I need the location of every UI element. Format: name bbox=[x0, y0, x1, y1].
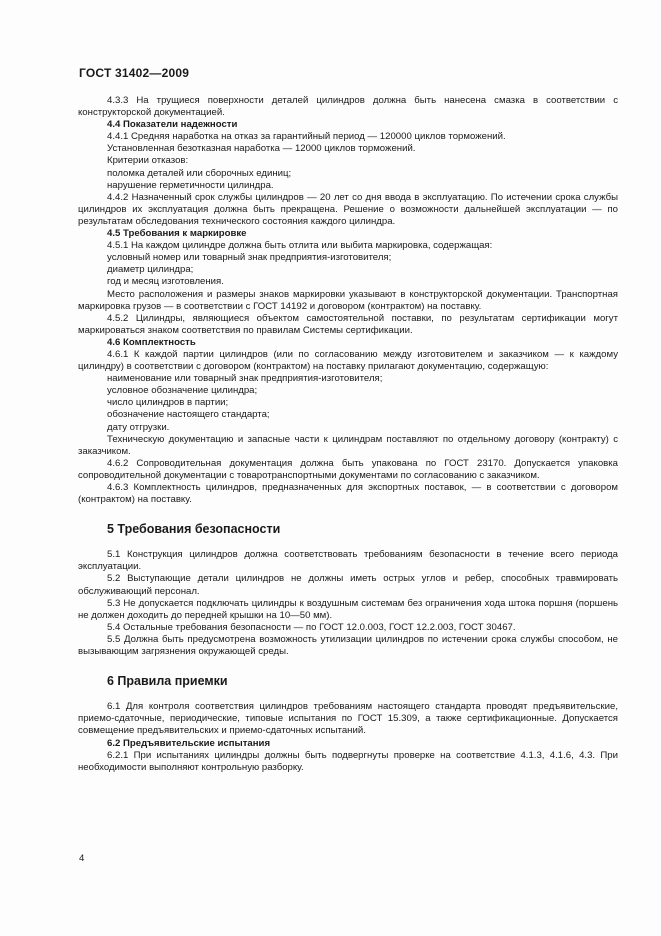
paragraph: Место расположения и размеры знаков маркировки указывают в конструкторской документации. Транспортная маркировка грузов — в соответствии с ГОСТ 14192 и договором (контрактом) на поставку. bbox=[78, 288, 618, 312]
paragraph: 5.1 Конструкция цилиндров должна соответствовать требованиям безопасности в течение всего периода эксплуатации. bbox=[78, 549, 618, 573]
paragraph: Техническую документацию и запасные части к цилиндрам поставляют по отдельному договору (контракту) с заказчиком. bbox=[78, 433, 618, 457]
subsection-heading: 4.5 Требования к маркировке bbox=[107, 228, 247, 240]
list-item: поломка деталей или сборочных единиц; bbox=[107, 167, 292, 179]
list-item: обозначение настоящего стандарта; bbox=[107, 409, 270, 421]
paragraph: Критерии отказов: bbox=[107, 155, 189, 167]
section-heading: 6 Правила приемки bbox=[107, 674, 228, 689]
paragraph: 6.1 Для контроля соответствия цилиндров требованиям настоящего стандарта проводят предъявительские, приемо-сдаточные, периодические, типовые испытания по ГОСТ 15.309, а также сертификационные. Допускается совмещение предъявительских и приемо-сдаточных испытаний. bbox=[78, 701, 618, 737]
list-item: наименование или товарный знак предприятия-изготовителя; bbox=[107, 373, 383, 385]
paragraph: 4.3.3 На трущиеся поверхности деталей цилиндров должна быть нанесена смазка в соответствии с конструкторской документацией. bbox=[78, 95, 618, 119]
list-item: число цилиндров в партии; bbox=[107, 397, 229, 409]
list-item: условное обозначение цилиндра; bbox=[107, 385, 258, 397]
paragraph: 4.4.2 Назначенный срок службы цилиндров — 20 лет со дня ввода в эксплуатацию. По истечении срока службы цилиндров их эксплуатация должна быть прекращена. Решение о возможности дальнейшей эксплуатации — по результатам обследования технического состояния каждого цилиндра. bbox=[78, 191, 618, 227]
paragraph: 5.5 Должна быть предусмотрена возможность утилизации цилиндров по истечении срока службы способом, не вызывающим загрязнения окружающей среды. bbox=[78, 633, 618, 658]
paragraph: 4.5.2 Цилиндры, являющиеся объектом самостоятельной поставки, по результатам сертификации могут маркироваться знаком соответствия по правилам Системы сертификации. bbox=[78, 312, 618, 336]
subsection-heading: 4.6 Комплектность bbox=[107, 336, 196, 348]
list-item: диаметр цилиндра; bbox=[107, 264, 194, 276]
list-item: условный номер или товарный знак предприятия-изготовителя; bbox=[107, 252, 392, 264]
paragraph: 4.4.1 Средняя наработка на отказ за гарантийный период — 120000 циклов торможений. bbox=[107, 131, 506, 143]
list-item: год и месяц изготовления. bbox=[107, 276, 224, 288]
document-body bbox=[78, 95, 618, 774]
paragraph: 4.6.1 К каждой партии цилиндров (или по согласованию между изготовителем и заказчиком — к каждому цилиндру) в соответствии с договором (контрактом) на поставку прилагают документацию, содержащую: bbox=[78, 348, 618, 373]
paragraph: 5.4 Остальные требования безопасности — по ГОСТ 12.0.003, ГОСТ 12.2.003, ГОСТ 30467. bbox=[107, 621, 516, 633]
page-number: 4 bbox=[79, 853, 85, 864]
section-heading: 5 Требования безопасности bbox=[107, 522, 281, 537]
paragraph: 5.2 Выступающие детали цилиндров не должны иметь острых углов и ребер, способных травмировать обслуживающий персонал. bbox=[78, 573, 618, 597]
paragraph: Установленная безотказная наработка — 12000 циклов торможений. bbox=[107, 143, 416, 155]
list-item: дату отгрузки. bbox=[107, 421, 170, 433]
paragraph: 4.5.1 На каждом цилиндре должна быть отлита или выбита маркировка, содержащая: bbox=[107, 240, 493, 252]
paragraph: 4.6.2 Сопроводительная документация должна быть упакована по ГОСТ 23170. Допускается упаковка сопроводительной документации с товаротранспортными документами по согласованию с заказчиком. bbox=[78, 457, 618, 481]
list-item: нарушение герметичности цилиндра. bbox=[107, 179, 274, 191]
paragraph: 5.3 Не допускается подключать цилиндры к воздушным системам без ограничения хода штока поршня (поршень не должен доходить до передней крышки на 10—50 мм). bbox=[78, 597, 618, 621]
page-header: ГОСТ 31402—2009 bbox=[79, 66, 190, 80]
subsection-heading: 4.4 Показатели надежности bbox=[107, 119, 238, 131]
paragraph: 4.6.3 Комплектность цилиндров, предназначенных для экспортных поставок, — в соответствии с договором (контрактом) на поставку. bbox=[78, 482, 618, 506]
subsection-heading: 6.2 Предъявительские испытания bbox=[107, 737, 271, 749]
paragraph: 6.2.1 При испытаниях цилиндры должны быть подвергнуты проверке на соответствие 4.1.3, 4.1.6, 4.3. При необходимости выполняют контрольную разборку. bbox=[78, 749, 618, 773]
